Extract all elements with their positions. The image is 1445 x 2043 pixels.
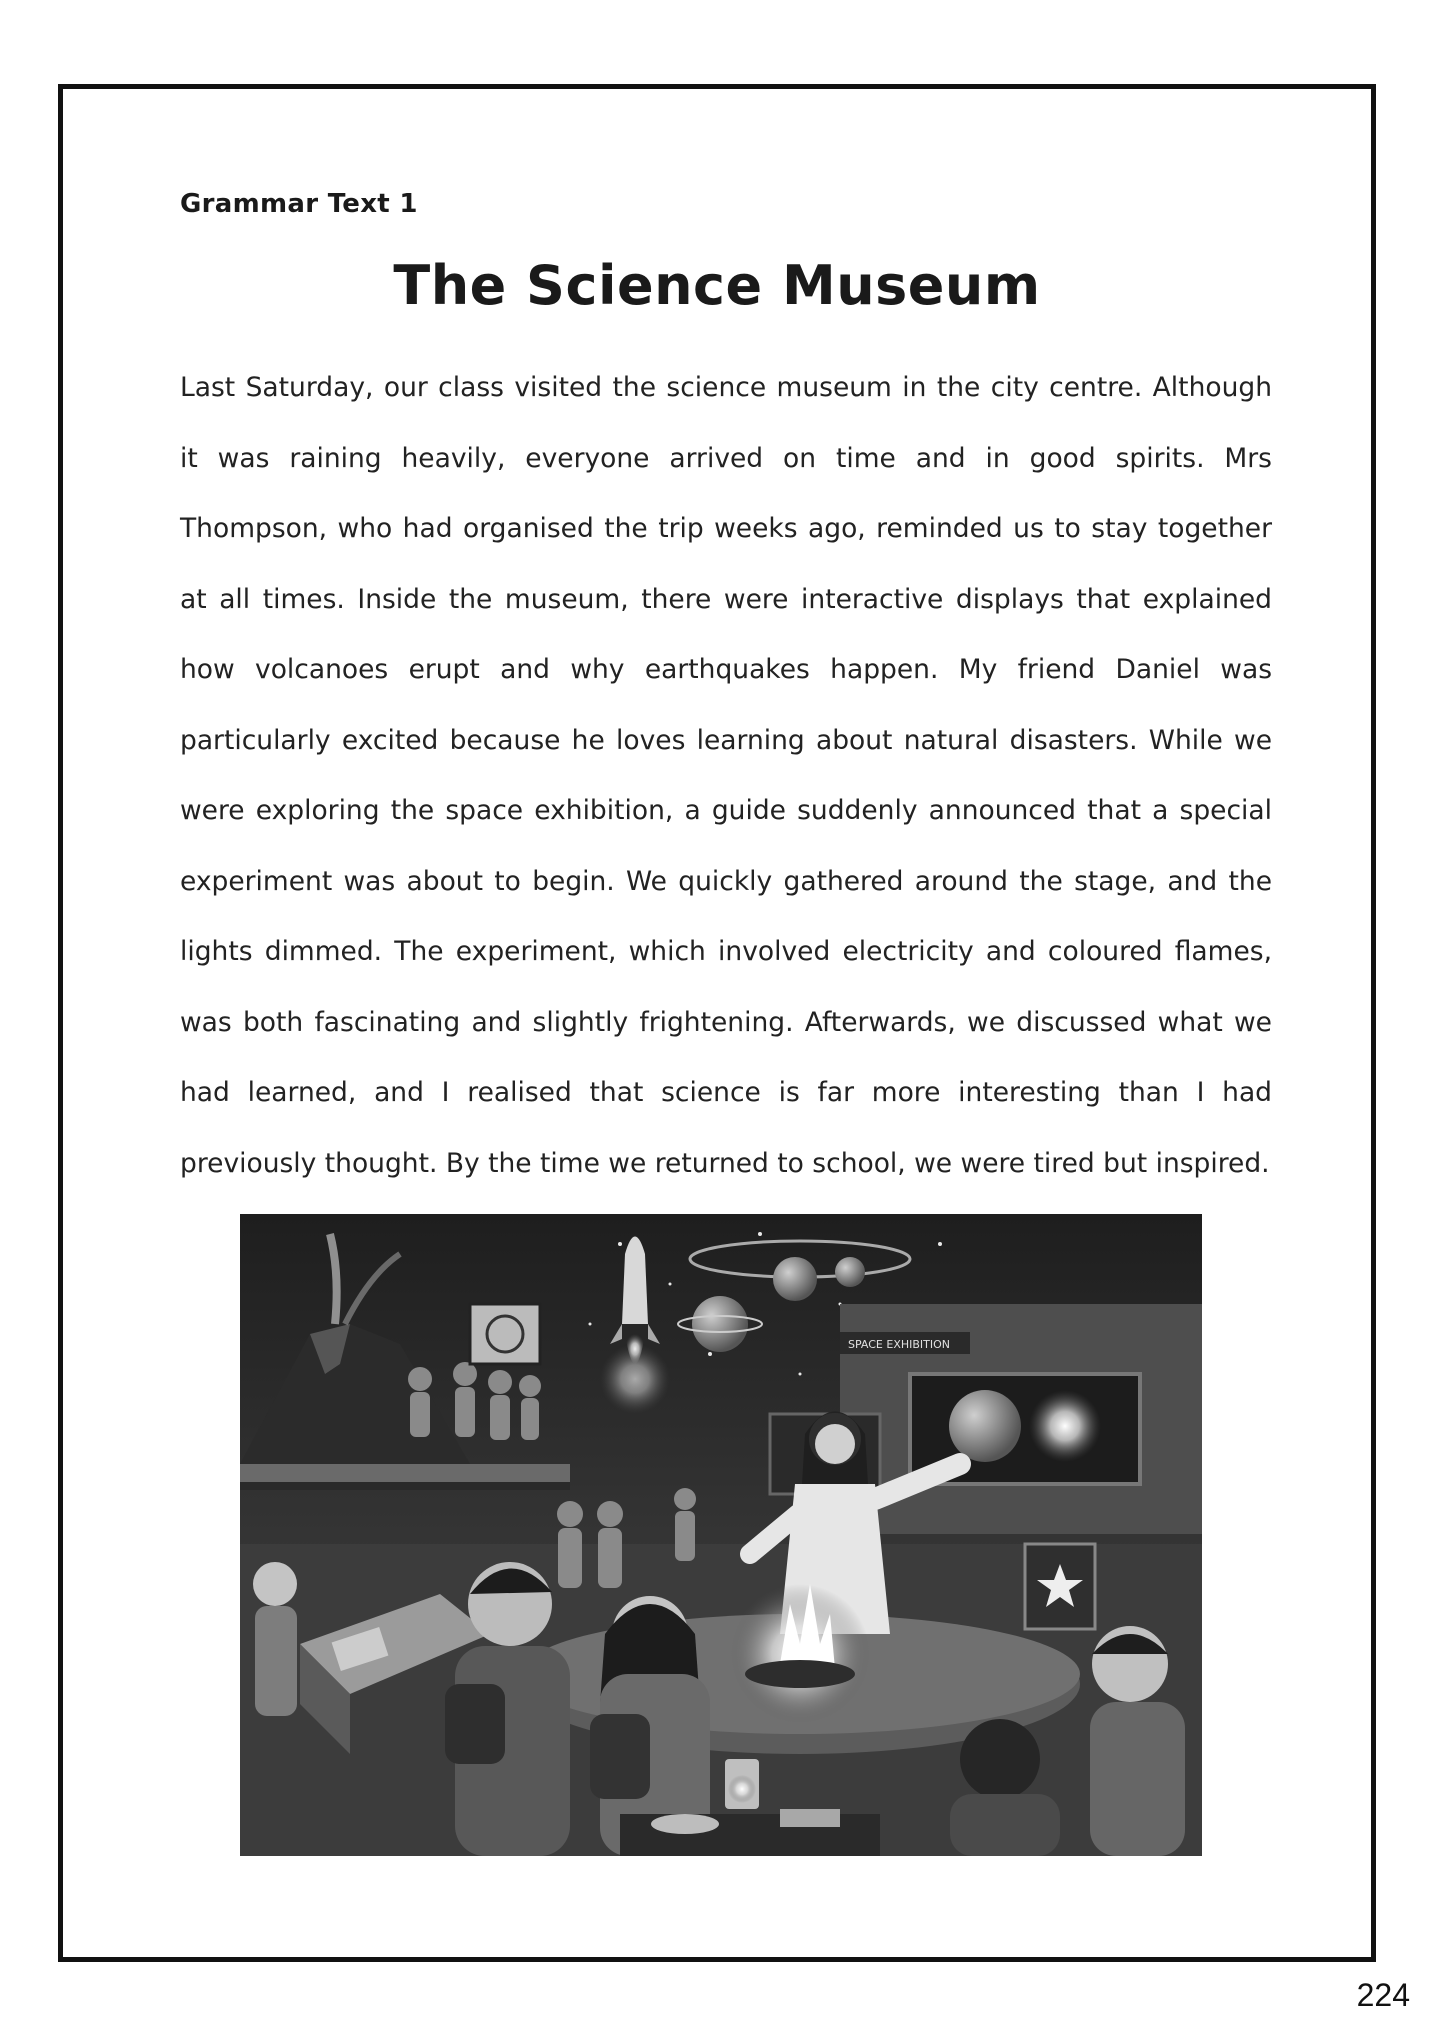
- flame-experiment: [730, 1584, 870, 1724]
- space-exhibition-sign-text: SPACE EXHIBITION: [848, 1338, 951, 1351]
- balcony: [240, 1464, 570, 1482]
- page-frame: [58, 84, 1376, 1962]
- museum-illustration: [240, 1214, 1202, 1856]
- page-title: The Science Museum: [393, 254, 1041, 317]
- body-paragraph: Last Saturday, our class visited the science museum in the city centre. Although it was raining heavily, everyone arrived on time and in good spirits. Mrs Thompson, who had organised the trip weeks ago, reminded us to stay together at all times. Inside the museum, there were interactive displays that explained how volcanoes erupt and why earthquakes happen. My friend Daniel was particularly excited because he loves learning about natural disasters. While we were exploring the space exhibition, a guide suddenly announced that a special experiment was about to begin. We quickly gathered around the stage, and the lights dimmed. The experiment, which involved electricity and coloured flames, was both fascinating and slightly frightening. Afterwards, we discussed what we had learned, and I realised that science is far more interesting than I had previously thought. By the time we returned to school, we were tired but inspired.: [180, 372, 1272, 1179]
- boy-left: [253, 1562, 297, 1716]
- star-box: [1025, 1544, 1095, 1629]
- section-label: Grammar Text 1: [180, 189, 418, 219]
- page-number: 224: [1356, 1977, 1410, 2013]
- wall-display: [470, 1304, 540, 1364]
